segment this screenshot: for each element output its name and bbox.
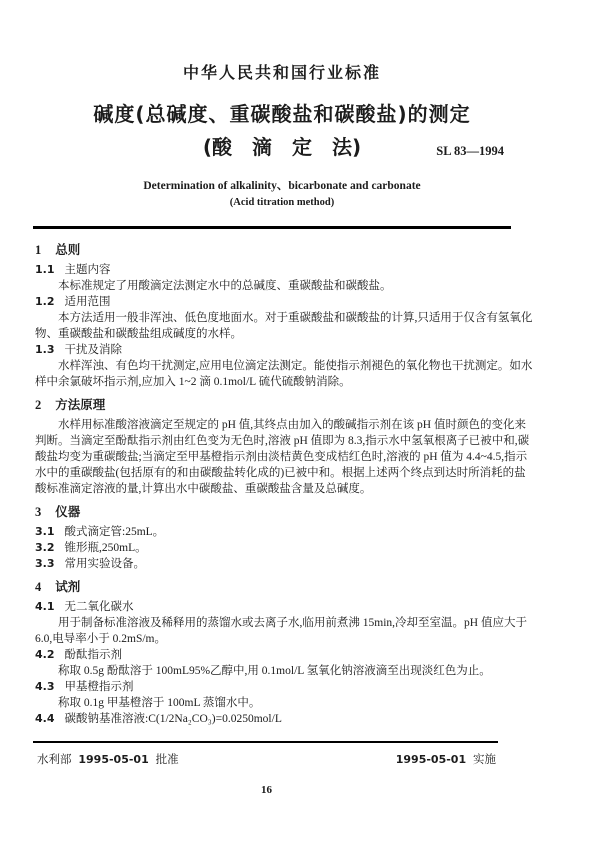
clause-number: 1.1 [35, 263, 55, 276]
page-number: 16 [261, 784, 272, 796]
clause-heading-1-1 [35, 262, 535, 278]
implementation-date: 1995-05-01 [395, 753, 467, 766]
section-number: 4 [35, 580, 42, 594]
clause-number: 3.1 [35, 525, 55, 538]
clause-number: 1.3 [35, 343, 55, 356]
clause-number: 4.2 [35, 648, 55, 661]
section-title: 方法原理 [55, 398, 106, 412]
document-title-en: Determination of alkalinity、bicarbonate and carbonate [143, 180, 421, 192]
document-header [0, 0, 600, 208]
clause-number: 3.3 [35, 557, 55, 570]
header-divider-rule [33, 226, 511, 229]
clause-text: 常用实验设备。 [64, 558, 145, 570]
standard-type-heading: 中华人民共和国行业标准 [182, 63, 381, 82]
clause-heading-4-4 [35, 711, 535, 727]
clause-text: 酸式滴定管:25mL。 [64, 526, 165, 538]
clause-title: 甲基橙指示剂 [64, 681, 134, 693]
clause-number: 1.2 [35, 295, 55, 308]
section-heading-4 [35, 579, 535, 595]
section-number: 3 [35, 505, 42, 519]
section-heading-2 [35, 397, 535, 413]
body-paragraph: 水样浑浊、有色均干扰测定,应用电位滴定法测定。能使指示剂褪色的氧化物也干扰测定。如水样中余氯破坏指示剂,应加入 1~2 滴 0.1mol/L 硫代硫酸钠消除。 [35, 360, 533, 388]
section-number: 2 [35, 398, 42, 412]
clause-title: 无二氧化碳水 [64, 601, 134, 613]
body-paragraph: 本方法适用一般非浑浊、低色度地面水。对于重碳酸盐和碳酸盐的计算,只适用于仅含有氢氧化物、重碳酸盐和碳酸盐组成碱度的水样。 [35, 312, 533, 340]
implementation-label: 实施 [473, 754, 496, 766]
clause-heading-4-2 [35, 647, 535, 663]
clause-heading-4-1 [35, 599, 535, 615]
body-paragraph: 用于制备标准溶液及稀释用的蒸馏水或去离子水,临用前煮沸 15min,冷却至室温。pH 值应大于 6.0,电导率小于 0.2mS/m。 [35, 617, 527, 645]
document-subtitle-row [0, 131, 564, 160]
clause-number: 4.3 [35, 680, 55, 693]
body-paragraph: 称取 0.1g 甲基橙溶于 100mL 蒸馏水中。 [58, 697, 261, 709]
section-number: 1 [35, 243, 42, 257]
clause-heading-3-2 [35, 540, 535, 556]
clause-text: 碳酸钠基准溶液:C(1/2Na₂CO₃)=0.0250mol/L [64, 713, 282, 725]
document-body [35, 242, 535, 727]
section-heading-1 [35, 242, 535, 258]
section-title: 仪器 [55, 505, 81, 519]
clause-title: 主题内容 [64, 264, 111, 276]
body-paragraph: 本标准规定了用酸滴定法测定水中的总碱度、重碳酸盐和碳酸盐。 [58, 280, 392, 292]
document-subtitle-cn: (酸 滴 定 法) [202, 135, 362, 159]
clause-heading-4-3 [35, 679, 535, 695]
clause-title: 酚酞指示剂 [64, 649, 122, 661]
standard-code: SL 83—1994 [436, 144, 504, 158]
clause-title: 干扰及消除 [64, 344, 122, 356]
approval-label: 批准 [155, 754, 179, 766]
clause-text: 锥形瓶,250mL。 [64, 542, 147, 554]
section-title: 试剂 [55, 580, 81, 594]
clause-heading-1-2 [35, 294, 535, 310]
footer-divider-rule [33, 741, 498, 743]
section-title: 总则 [55, 243, 81, 257]
section-heading-3 [35, 504, 535, 520]
clause-number: 4.4 [35, 712, 55, 725]
clause-heading-1-3 [35, 342, 535, 358]
clause-heading-3-1 [35, 524, 535, 540]
document-subtitle-en: (Acid titration method) [229, 197, 335, 208]
clause-number: 4.1 [35, 600, 55, 613]
implementation-note [394, 751, 498, 767]
body-paragraph: 水样用标准酸溶液滴定至规定的 pH 值,其终点由加入的酸碱指示剂在该 pH 值时颜色的变化来判断。当滴定至酚酞指示剂由红色变为无色时,溶液 pH 值即为 8.3,指示水中氢氧根离子已被中和,碳酸盐均变为重碳酸盐;当滴定至甲基橙指示剂由淡桔黄色变成桔红色时,溶液的 pH 值为 4.4~4.5,指示水中的重碳酸盐(包括原有的和由碳酸盐转化成的)已被中和。根据上述两个终点到达时所消耗的盐酸标准滴定溶液的量,计算出水中碳酸盐、重碳酸盐含量及总碱度。 [35, 419, 530, 495]
approval-note [35, 751, 181, 767]
approval-authority: 水利部 [37, 754, 72, 766]
clause-heading-3-3 [35, 556, 535, 572]
clause-title: 适用范围 [64, 296, 111, 308]
body-paragraph: 称取 0.5g 酚酞溶于 100mL95%乙醇中,用 0.1mol/L 氢氧化钠溶液滴至出现淡红色为止。 [58, 665, 491, 677]
document-title-cn: 碱度(总碱度、重碳酸盐和碳酸盐)的测定 [93, 102, 471, 126]
clause-number: 3.2 [35, 541, 55, 554]
document-footer [35, 751, 498, 767]
approval-date: 1995-05-01 [78, 753, 149, 766]
